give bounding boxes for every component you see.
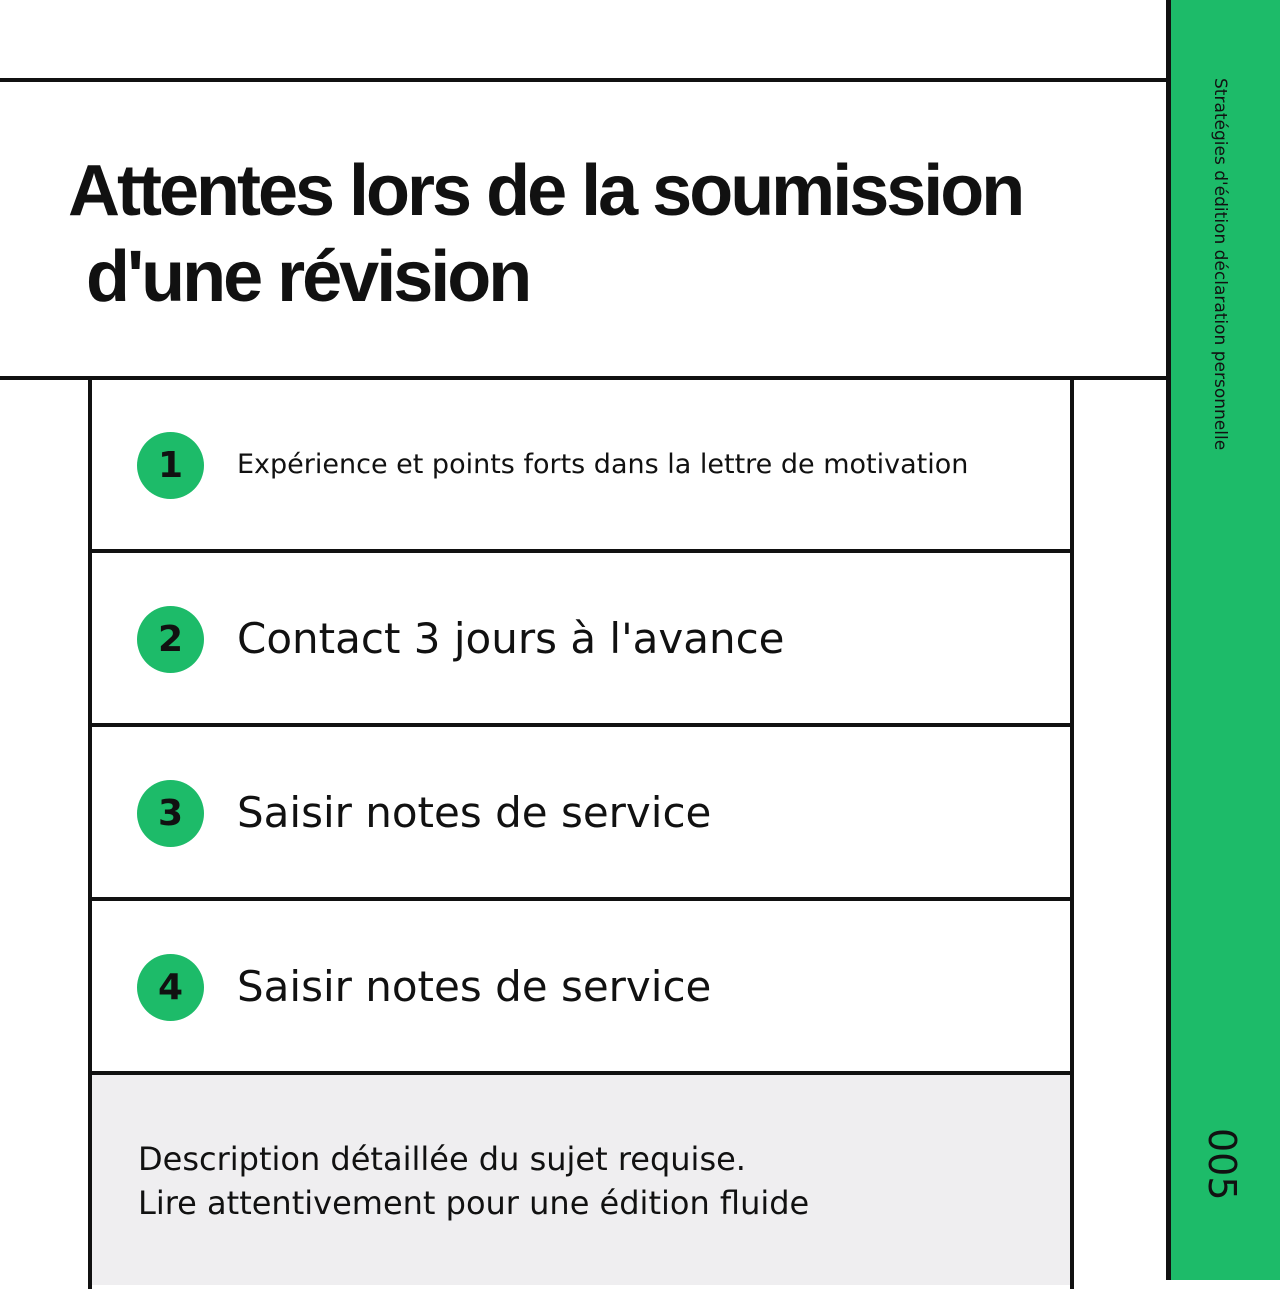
list-item	[92, 727, 1070, 901]
step-text: Saisir notes de service	[237, 961, 712, 1011]
sidebar-title: Stratégies d'édition déclaration personnelle	[1210, 78, 1230, 451]
step-number-badge: 1	[137, 432, 204, 499]
step-number-badge: 2	[137, 606, 204, 673]
step-text: Contact 3 jours à l'avance	[237, 613, 785, 663]
top-divider	[0, 78, 1168, 82]
step-number-badge: 3	[137, 780, 204, 847]
title-line-1: Attentes lors de la soumission	[68, 151, 1023, 231]
page-title	[68, 148, 1022, 320]
footer-line-2: Lire attentivement pour une édition fluide	[138, 1184, 810, 1222]
step-text: Saisir notes de service	[237, 787, 712, 837]
title-line-2: d'une révision	[86, 237, 530, 317]
steps-card	[88, 379, 1074, 1289]
step-number-badge: 4	[137, 954, 204, 1021]
list-item	[92, 901, 1070, 1075]
footer-note	[92, 1075, 1070, 1285]
footer-line-1: Description détaillée du sujet requise.	[138, 1140, 746, 1178]
list-item	[92, 379, 1070, 553]
list-item	[92, 553, 1070, 727]
page-number: 005	[1200, 1128, 1244, 1201]
step-text: Expérience et points forts dans la lettre de motivation	[237, 448, 969, 480]
